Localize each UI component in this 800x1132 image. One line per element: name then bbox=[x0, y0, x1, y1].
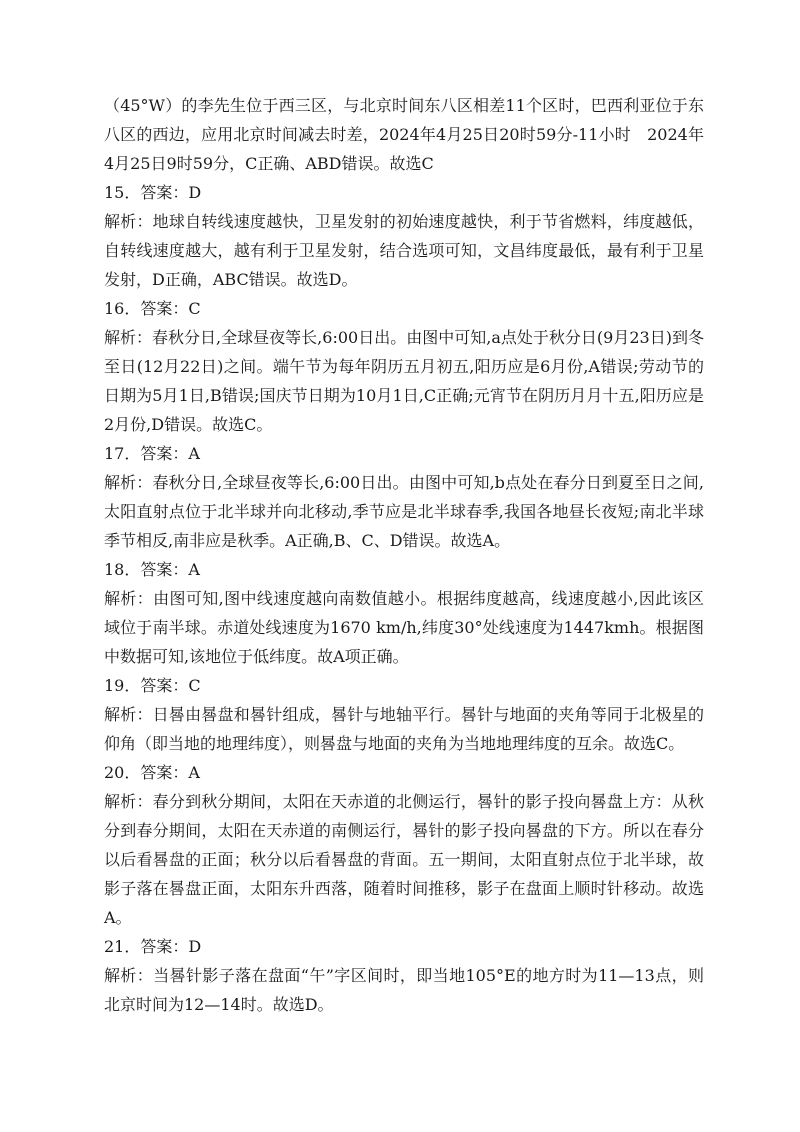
explanation-15: 解析：地球自转线速度越快，卫星发射的初始速度越快，利于节省燃料，纬度越低，自转线速度越大，越有利于卫星发射，结合选项可知，文昌纬度最低，最有利于卫星发射，D正确，ABC错误。故选D。 bbox=[104, 212, 704, 289]
explanation-20: 解析：春分到秋分期间，太阳在天赤道的北侧运行，晷针的影子投向晷盘上方：从秋分到春分期间，太阳在天赤道的南侧运行，晷针的影子投向晷盘的下方。所以在春分以后看晷盘的正面；秋分以后看晷盘的背面。五一期间，太阳直射点位于北半球，故影子落在晷盘正面，太阳东升西落，随着时间推移，影子在盘面上顺时针移动。故选A。 bbox=[104, 792, 704, 927]
answer-18: 18．答案：A bbox=[104, 560, 200, 579]
answer-21: 21．答案：D bbox=[104, 937, 202, 956]
answer-15: 15．答案：D bbox=[104, 183, 202, 202]
explanation-19: 解析：日晷由晷盘和晷针组成，晷针与地轴平行。晷针与地面的夹角等同于北极星的仰角（即当地的地理纬度），则晷盘与地面的夹角为当地地理纬度的互余。故选C。 bbox=[104, 705, 704, 753]
explanation-17: 解析：春秋分日,全球昼夜等长,6:00日出。由图中可知,b点处在春分日到夏至日之间,太阳直射点位于北半球并向北移动,季节应是北半球春季,我国各地昼长夜短;南北半球季节相反,南非应是秋季。A正确,B、C、D错误。故选A。 bbox=[104, 473, 704, 550]
answer-key-text bbox=[104, 91, 704, 1019]
explanation-21: 解析：当晷针影子落在盘面“午”字区间时，即当地105°E的地方时为11—13点，则北京时间为12—14时。故选D。 bbox=[104, 966, 704, 1014]
explanation-16: 解析：春秋分日,全球昼夜等长,6:00日出。由图中可知,a点处于秋分日(9月23日)到冬至日(12月22日)之间。端午节为每年阴历五月初五,阳历应是6月份,A错误;劳动节的日期为5月1日,B错误;国庆节日期为10月1日,C正确;元宵节在阴历月月十五,阳历应是2月份,D错误。故选C。 bbox=[104, 328, 704, 434]
explanation-18: 解析：由图可知,图中线速度越向南数值越小。根据纬度越高，线速度越小,因此该区域位于南半球。赤道处线速度为1670 km/h,纬度30°处线速度为1447kmh。根据图中数据可知,该地位于低纬度。故A项正确。 bbox=[104, 589, 704, 666]
answer-19: 19．答案：C bbox=[104, 676, 201, 695]
answer-16: 16．答案：C bbox=[104, 299, 201, 318]
answer-17: 17．答案：A bbox=[104, 444, 200, 463]
answer-20: 20．答案：A bbox=[104, 763, 200, 782]
paragraph-q14-continued: （45°W）的李先生位于西三区，与北京时间东八区相差11个区时，巴西利亚位于东八区的西边，应用北京时间减去时差，2024年4月25日20时59分-11小时 2024年4月25日9时59分，C正确、ABD错误。故选C bbox=[104, 96, 704, 173]
